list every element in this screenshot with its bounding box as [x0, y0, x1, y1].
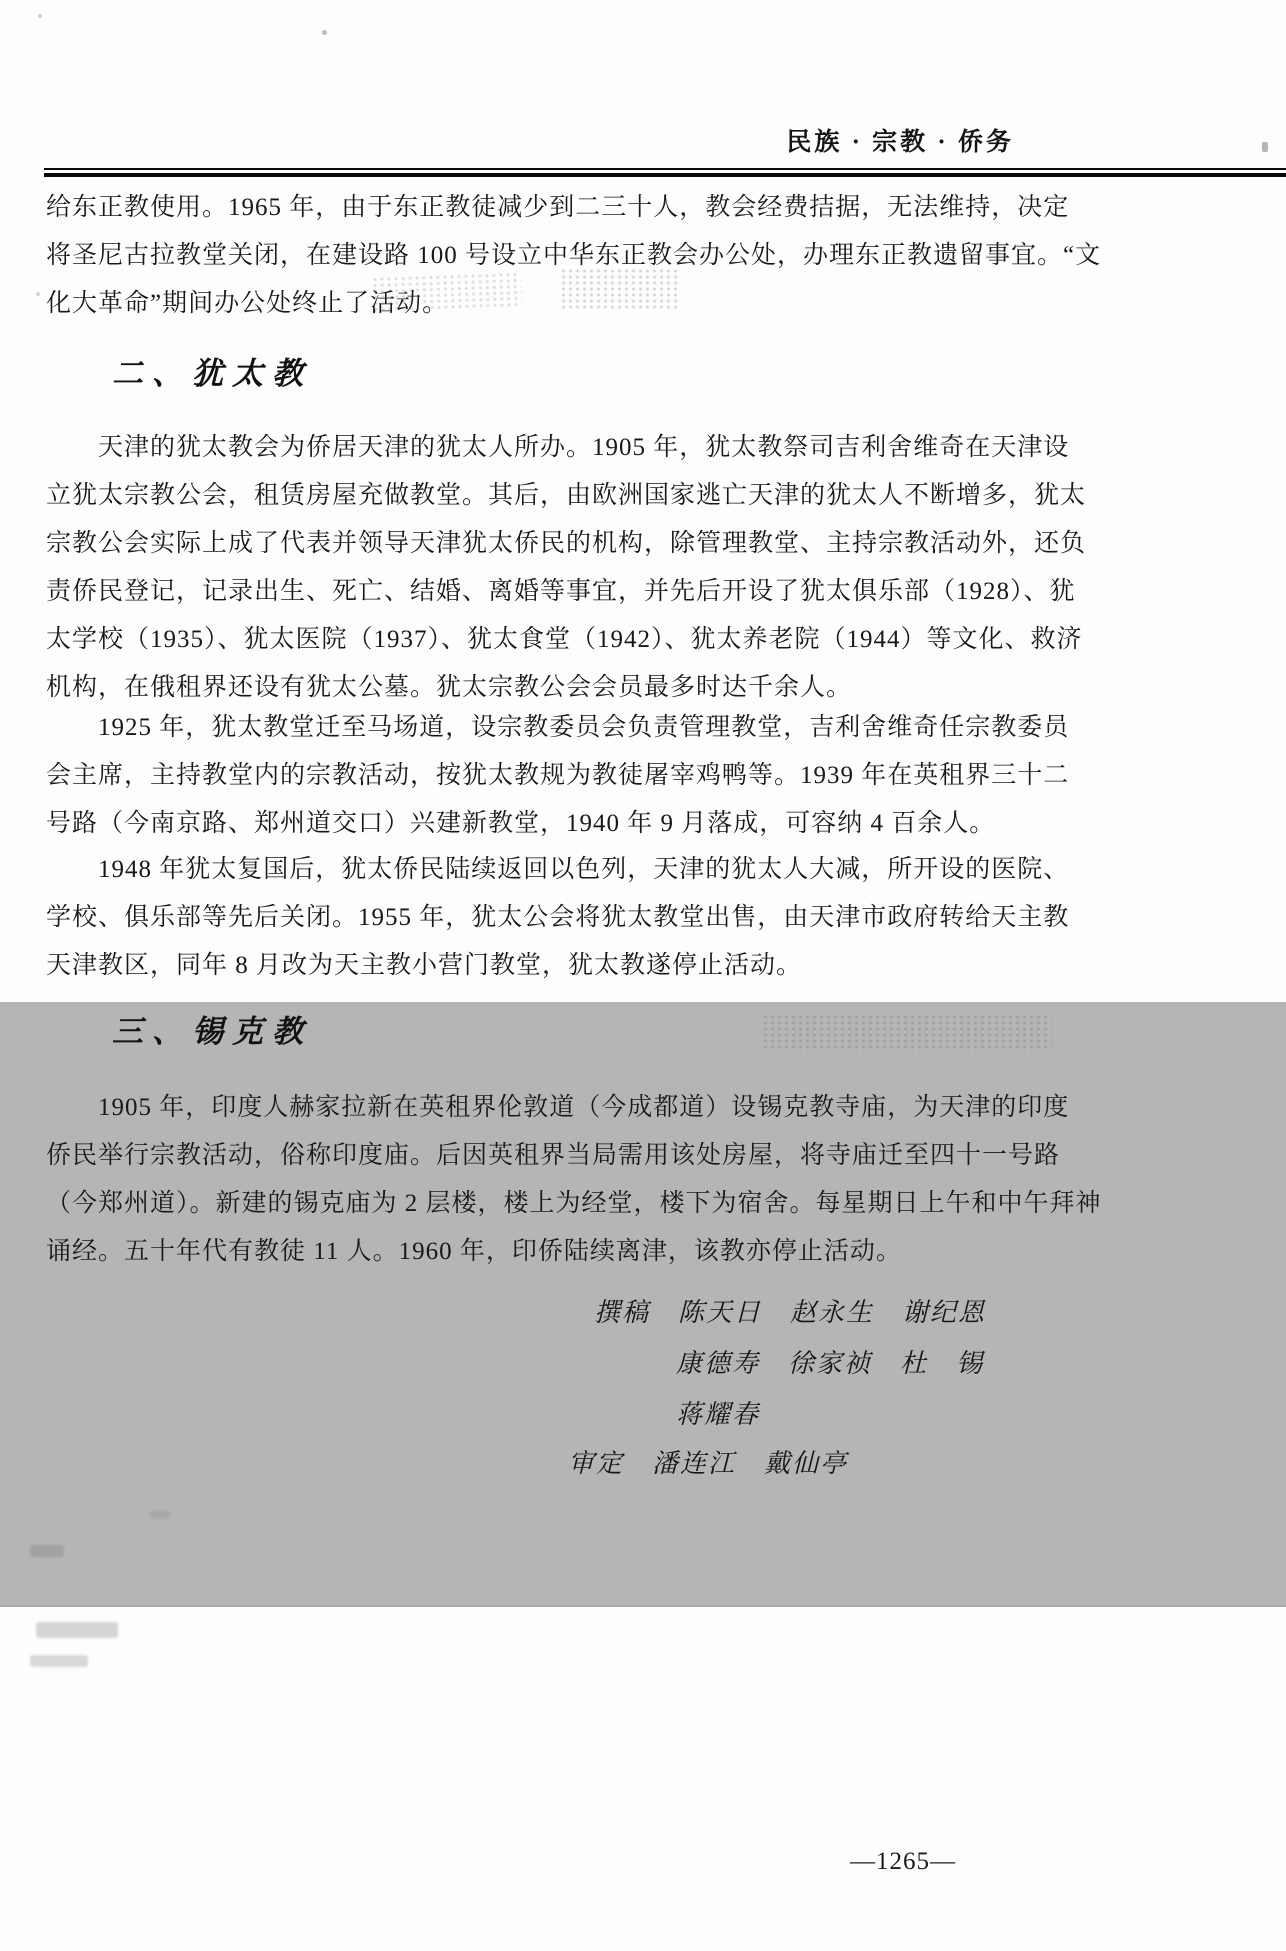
text-line: 1905 年，印度人赫家拉新在英租界伦敦道（今成都道）设锡克教寺庙，为天津的印度 — [98, 1094, 1070, 1121]
credits-reviewers-line: 审定 潘连江 戴仙亭 — [568, 1449, 849, 1478]
paragraph-sikhism — [46, 1084, 1102, 1276]
scan-smudge — [560, 268, 680, 310]
text-line: 机构，在俄租界还设有犹太公墓。犹太宗教公会会员最多时达千余人。 — [46, 674, 853, 701]
scan-smudge — [762, 1014, 1052, 1052]
section-heading-sikhism: 三、锡克教 — [112, 1014, 312, 1049]
scan-blot — [30, 1655, 88, 1667]
text-line: 将圣尼古拉教堂关闭，在建设路 100 号设立中华东正教会办公处，办理东正教遗留事宜。“文 — [46, 242, 1102, 269]
text-line: （今郑州道）。新建的锡克庙为 2 层楼，楼上为经堂，楼下为宿舍。每星期日上午和中午拜神 — [46, 1190, 1102, 1217]
scan-speck — [38, 14, 42, 18]
section-heading-judaism: 二、犹太教 — [112, 356, 312, 391]
scan-blot — [150, 1510, 170, 1518]
text-line: 学校、俱乐部等先后关闭。1955 年，犹太公会将犹太教堂出售，由天津市政府转给天主教 — [46, 904, 1070, 931]
text-line: 会主席，主持教堂内的宗教活动，按犹太教规为教徒屠宰鸡鸭等。1939 年在英租界三十二 — [46, 762, 1070, 789]
scan-speck — [322, 30, 327, 35]
text-line: 宗教公会实际上成了代表并领导天津犹太侨民的机构，除管理教堂、主持宗教活动外，还负 — [46, 530, 1087, 557]
header-rule — [44, 168, 1286, 177]
paragraph-judaism-1 — [46, 424, 1087, 712]
text-line: 号路（今南京路、郑州道交口）兴建新教堂，1940 年 9 月落成，可容纳 4 百余人。 — [46, 810, 996, 837]
text-line: 1925 年，犹太教堂迁至马场道，设宗教委员会负责管理教堂，吉利舍维奇任宗教委员 — [98, 714, 1070, 741]
text-line: 1948 年犹太复国后，犹太侨民陆续返回以色列，天津的犹太人大减，所开设的医院、 — [98, 856, 1070, 883]
text-line: 责侨民登记，记录出生、死亡、结婚、离婚等事宜，并先后开设了犹太俱乐部（1928）、犹 — [46, 578, 1076, 605]
paragraph-judaism-2 — [46, 704, 1070, 848]
credits-writers-line-1: 撰稿 陈天日 赵永生 谢纪恩 — [594, 1298, 987, 1327]
running-header: 民族 · 宗教 · 侨务 — [786, 129, 1014, 156]
text-line: 化大革命”期间办公处终止了活动。 — [46, 290, 449, 317]
scan-blot — [36, 1622, 118, 1638]
paragraph-orthodox — [46, 184, 1102, 328]
text-line: 天津的犹太教会为侨居天津的犹太人所办。1905 年，犹太教祭司吉利舍维奇在天津设 — [98, 434, 1070, 461]
page-number: —1265— — [850, 1848, 956, 1875]
credits-writers-line-3: 蒋耀春 — [676, 1400, 761, 1429]
text-line: 侨民举行宗教活动，俗称印度庙。后因英租界当局需用该处房屋，将寺庙迁至四十一号路 — [46, 1142, 1061, 1169]
text-line: 立犹太宗教公会，租赁房屋充做教堂。其后，由欧洲国家逃亡天津的犹太人不断增多，犹太 — [46, 482, 1087, 509]
text-line: 天津教区，同年 8 月改为天主教小营门教堂，犹太教遂停止活动。 — [46, 952, 803, 979]
text-line: 给东正教使用。1965 年，由于东正教徒减少到二三十人，教会经费拮据，无法维持，决定 — [46, 194, 1070, 221]
scan-smudge — [371, 271, 522, 312]
scan-speck — [1262, 142, 1268, 152]
text-line: 太学校（1935）、犹太医院（1937）、犹太食堂（1942）、犹太养老院（1944）等文化、救济 — [46, 626, 1083, 653]
paragraph-judaism-3 — [46, 846, 1070, 990]
text-line: 诵经。五十年代有教徒 11 人。1960 年，印侨陆续离津，该教亦停止活动。 — [46, 1238, 902, 1265]
scan-speck — [36, 292, 40, 296]
scan-blot — [30, 1545, 64, 1557]
credits-writers-line-2: 康德寿 徐家祯 杜 锡 — [676, 1349, 985, 1378]
